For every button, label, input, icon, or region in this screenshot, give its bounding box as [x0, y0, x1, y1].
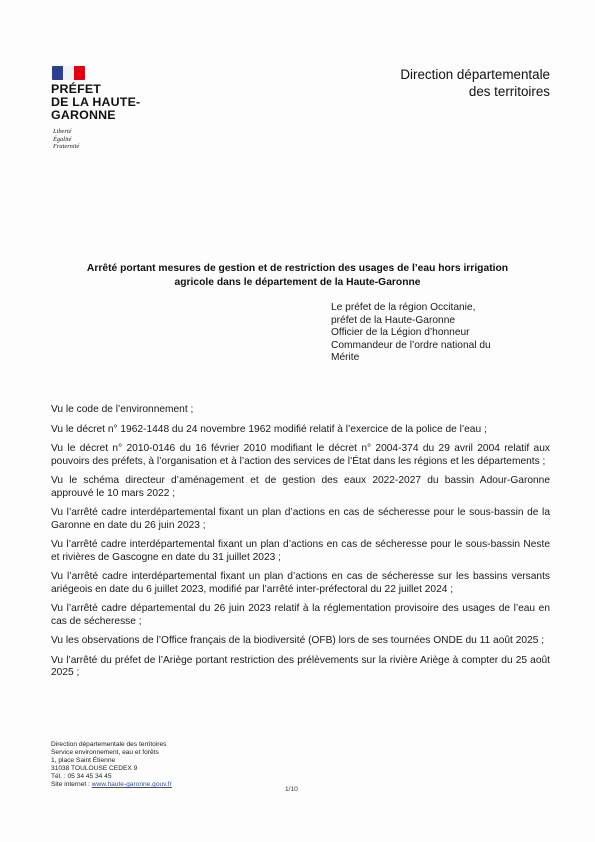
- signatory-line: Commandeur de l’ordre national du: [331, 339, 491, 351]
- signatory-line: Le préfet de la région Occitanie,: [331, 302, 476, 313]
- footer-site-link[interactable]: www.haute-garonne.gouv.fr: [91, 781, 172, 788]
- title-line: agricole dans le département de la Haute-Garonne: [174, 276, 421, 288]
- footer-line: Service environnement, eau et forêts: [51, 749, 159, 756]
- decree-body: [51, 404, 550, 687]
- direction-line: Direction départementale: [400, 67, 550, 82]
- vu-paragraph: Vu l’arrêté cadre interdépartemental fixant un plan d’actions en cas de sécheresse pour le sous-bassin Neste et rivières de Gascogne en date du 31 juillet 2023 ;: [51, 539, 550, 563]
- prefet-line: DE LA HAUTE-: [51, 95, 141, 109]
- page-number: 1/10: [285, 786, 298, 793]
- motto-line: Fraternité: [53, 143, 80, 151]
- signatory-line: Mérite: [331, 352, 360, 364]
- signatory-line: préfet de la Haute-Garonne: [331, 314, 456, 326]
- title-line: Arrêté portant mesures de gestion et de restriction des usages de l’eau hors irrigation: [86, 263, 509, 274]
- vu-paragraph: Vu le décret n° 1962-1448 du 24 novembre 1962 modifié relatif à l’exercice de la police de l’eau ;: [51, 423, 487, 435]
- vu-paragraph: Vu l’arrêté du préfet de l’Ariège portant restriction des prélèvements sur la rivière Ariège à compter du 25 août 2025 ;: [51, 654, 550, 679]
- signatory-block: [331, 302, 551, 365]
- footer-line: Tél. : 05 34 45 34 45: [51, 773, 112, 780]
- prefet-line: PRÉFET: [51, 82, 102, 96]
- vu-paragraph: Vu l’arrêté cadre interdépartemental fixant un plan d’actions en cas de sécheresse sur les bassins versants ariégeois en date du 6 juillet 2023, modifié par l’arrêté inter-préfectoral du 22 juillet 2024 ;: [51, 571, 550, 595]
- motto-line: Liberté: [53, 128, 72, 135]
- vu-paragraph: Vu le schéma directeur d’aménagement et de gestion des eaux 2022-2027 du bassin Adour-Garonne approuvé le 10 mars 2022 ;: [51, 475, 550, 499]
- footer-line: Direction départementale des territoires: [51, 741, 167, 748]
- direction-line: des territoires: [468, 84, 550, 99]
- signatory-line: Officier de la Légion d’honneur: [331, 327, 470, 339]
- republic-motto: [53, 128, 79, 151]
- footer-address: [51, 741, 172, 789]
- prefet-line: GARONNE: [51, 108, 116, 122]
- footer-site-label: Site internet :: [51, 781, 92, 788]
- prefet-block: [51, 83, 140, 122]
- motto-line: Égalité: [53, 135, 72, 143]
- direction-heading: [400, 66, 550, 100]
- decree-title: [50, 262, 545, 289]
- vu-paragraph: Vu le code de l’environnement ;: [51, 404, 194, 415]
- vu-paragraph: Vu le décret n° 2010-0146 du 16 février 2010 modifiant le décret n° 2004-374 du 29 avril 2004 relatif aux pouvoirs des préfets, à l’organisation et à l’action des services de l’État dans les régions et les départements ;: [51, 443, 550, 467]
- footer-site: [51, 781, 172, 789]
- footer-line: 1, place Saint Étienne: [51, 757, 116, 764]
- vu-paragraph: Vu les observations de l’Office français de la biodiversité (OFB) lors de ses tournées ONDE du 11 août 2025 ;: [51, 635, 545, 647]
- footer-line: 31038 TOULOUSE CEDEX 9: [51, 765, 138, 772]
- vu-paragraph: Vu l’arrêté cadre interdépartemental fixant un plan d’actions en cas de sécheresse pour le sous-bassin de la Garonne en date du 26 juin 2023 ;: [51, 507, 550, 531]
- vu-paragraph: Vu l’arrêté cadre départemental du 26 juin 2023 relatif à la réglementation provisoire des usages de l’eau en cas de sécheresse ;: [51, 603, 550, 627]
- marianne-flag-logo: [52, 66, 85, 80]
